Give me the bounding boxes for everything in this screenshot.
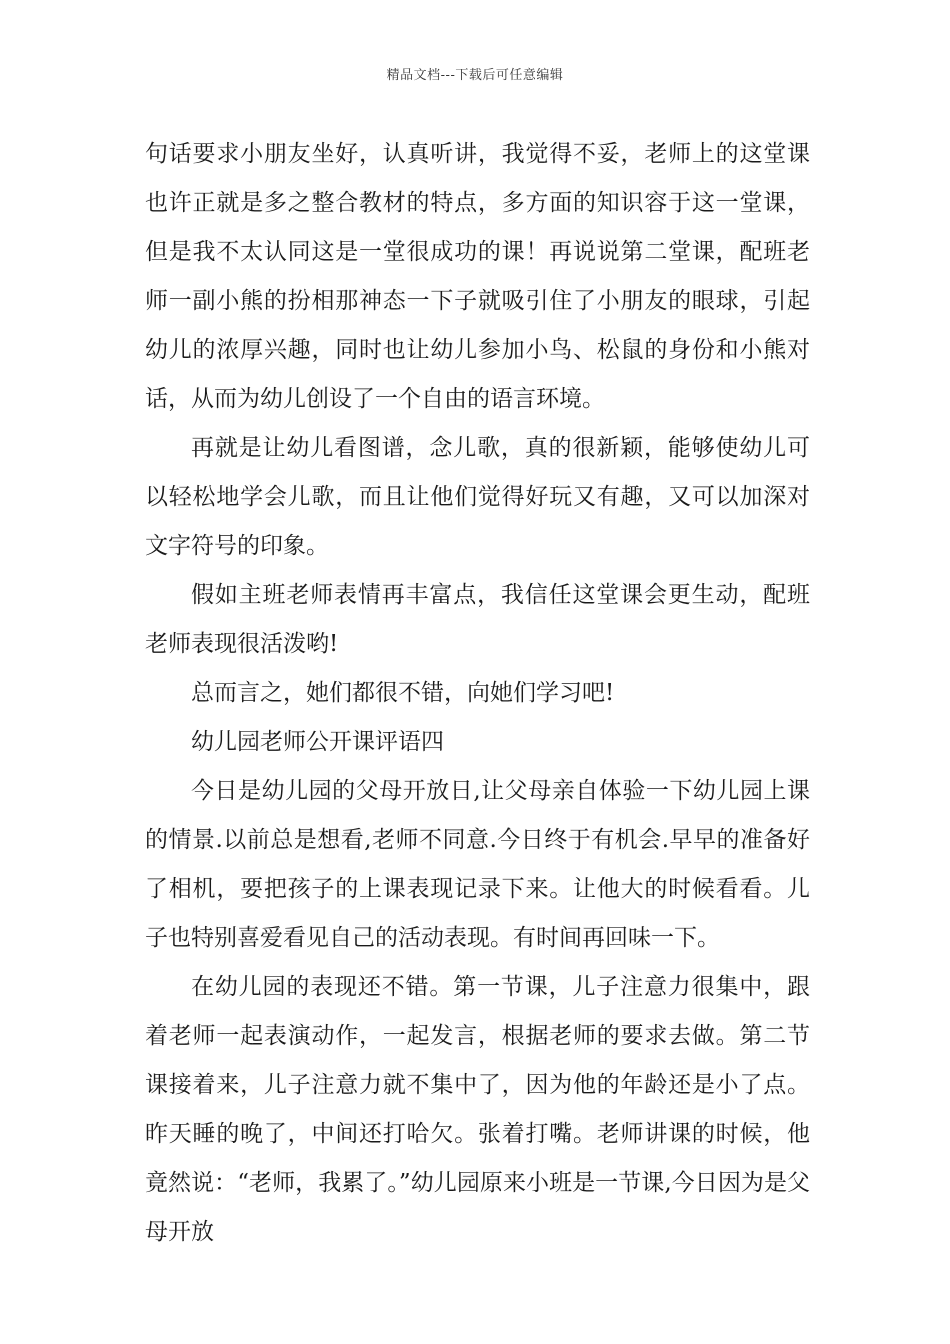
paragraph-2: 再就是让幼儿看图谱，念儿歌，真的很新颖，能够使幼儿可以轻松地学会儿歌，而且让他们觉得好玩又有趣，又可以加深对文字符号的印象。: [145, 435, 810, 559]
paragraph-3: 假如主班老师表情再丰富点，我信任这堂课会更生动，配班老师表现很活泼哟!: [145, 582, 810, 657]
paragraph-1: 句话要求小朋友坐好，认真听讲，我觉得不妥，老师上的这堂课也许正就是多之整合教材的特点，多方面的知识容于这一堂课，但是我不太认同这是一堂很成功的课！再说说第二堂课，配班老师一副小熊的扮相那神态一下子就吸引住了小朋友的眼球，引起幼儿的浓厚兴趣，同时也让幼儿参加小鸟、松鼠的身份和小熊对话，从而为幼儿创设了一个自由的语言环境。: [145, 141, 810, 412]
page-header: 精品文档---下载后可任意编辑: [386, 68, 564, 83]
paragraph-5: 今日是幼儿园的父母开放日,让父母亲自体验一下幼儿园上课的情景.以前总是想看,老师不同意.今日终于有机会.早早的准备好了相机，要把孩子的上课表现记录下来。让他大的时候看看。儿子也特别喜爱看见自己的活动表现。有时间再回味一下。: [145, 778, 810, 951]
paragraph-4: 总而言之，她们都很不错，向她们学习吧!: [191, 680, 615, 706]
section-heading: 幼儿园老师公开课评语四: [191, 729, 444, 755]
paragraph-6: 在幼儿园的表现还不错。第一节课，儿子注意力很集中，跟着老师一起表演动作，一起发言，根据老师的要求去做。第二节课接着来，儿子注意力就不集中了，因为他的年龄还是小了点。昨天睡的晚了，中间还打哈欠。张着打嘴。老师讲课的时候，他竟然说：“老师，我累了。”幼儿园原来小班是一节课,今日因为是父母开放: [145, 974, 810, 1245]
document-body: [145, 130, 810, 1257]
